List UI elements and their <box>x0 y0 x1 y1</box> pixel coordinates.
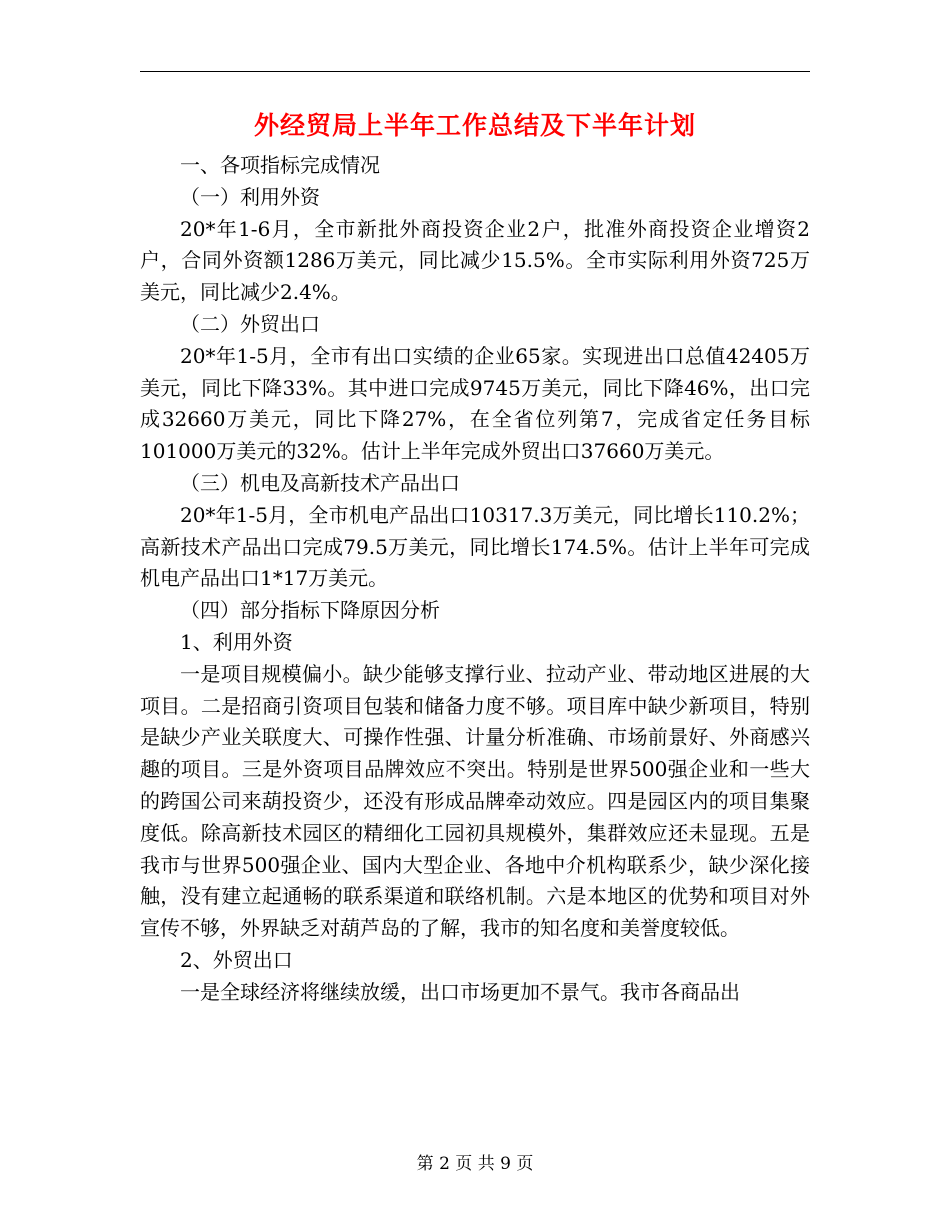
subsection-heading-hightech-export: （三）机电及高新技术产品出口 <box>180 470 460 495</box>
document-title: 外经贸局上半年工作总结及下半年计划 <box>253 111 696 140</box>
paragraph-hightech-export: 20*年1-5月，全市机电产品出口10317.3万美元，同比增长110.2%；高新技术产品出口完成79.5万美元，同比增长174.5%。估计上半年可完成机电产品出口1*17万美元。 <box>140 502 810 591</box>
paragraph-investment-reasons: 一是项目规模偏小。缺少能够支撑行业、拉动产业、带动地区进展的大项目。二是招商引资项目包装和储备力度不够。项目库中缺少新项目，特别是缺少产业关联度大、可操作性强、计量分析准确、市场前景好、外商感兴趣的项目。三是外资项目品牌效应不突出。特别是世界500强企业和一些大的跨国公司来葫投资少，还没有形成品牌牵动效应。四是园区内的项目集聚度低。除高新技术园区的精细化工园初具规模外，集群效应还未显现。五是我市与世界500强企业、国内大型企业、各地中介机构联系少，缺少深化接触，没有建立起通畅的联系渠道和联络机制。六是本地区的优势和项目对外宣传不够，外界缺乏对葫芦岛的了解，我市的知名度和美誉度较低。 <box>140 661 810 941</box>
sub-heading-foreign-investment: 1、利用外资 <box>180 629 293 654</box>
subsection-heading-foreign-trade: （二）外贸出口 <box>180 311 320 336</box>
subsection-heading-foreign-investment: （一）利用外资 <box>180 184 320 209</box>
page-footer: 第 2 页 共 9 页 <box>416 1154 534 1174</box>
section-heading-1: 一、各项指标完成情况 <box>180 153 380 177</box>
paragraph-foreign-investment: 20*年1-6月，全市新批外商投资企业2户，批准外商投资企业增资2户，合同外资额1286万美元，同比减少15.5%。全市实际利用外资725万美元，同比减少2.4%。 <box>140 216 810 305</box>
paragraph-trade-reasons: 一是全球经济将继续放缓，出口市场更加不景气。我市各商品出 <box>180 979 740 1004</box>
header-rule <box>140 71 810 72</box>
subsection-heading-decline-analysis: （四）部分指标下降原因分析 <box>180 598 440 623</box>
paragraph-foreign-trade: 20*年1-5月，全市有出口实绩的企业65家。实现进出口总值42405万美元，同比下降33%。其中进口完成9745万美元，同比下降46%，出口完成32660万美元，同比下降27%，在全省位列第7，完成省定任务目标101000万美元的32%。估计上半年完成外贸出口37660万美元。 <box>140 343 810 464</box>
document-body <box>140 150 810 1009</box>
sub-heading-foreign-trade: 2、外贸出口 <box>180 947 293 972</box>
